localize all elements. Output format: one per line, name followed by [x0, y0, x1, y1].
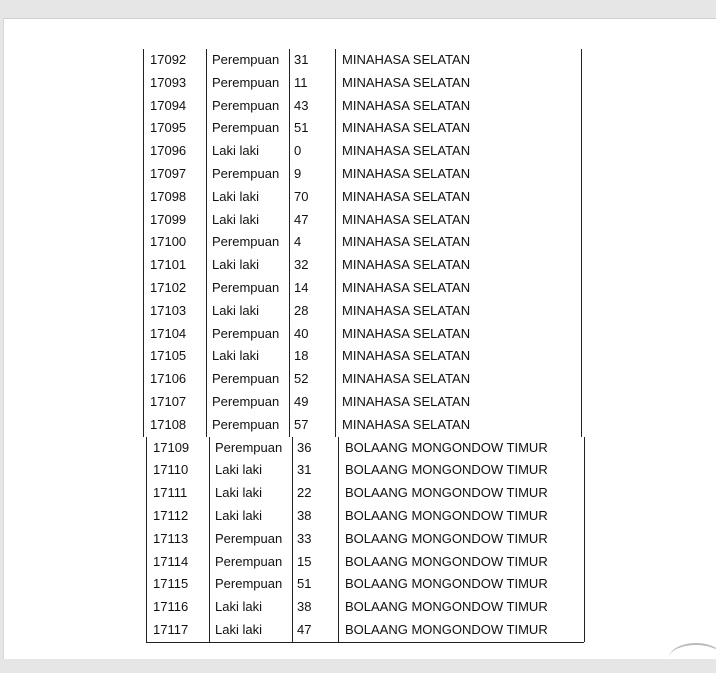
- cell-id: 17095: [150, 120, 187, 136]
- column-divider: [584, 505, 585, 528]
- cell-id: 17112: [153, 507, 189, 523]
- cell-sex: Perempuan: [212, 371, 280, 387]
- cell-sex: Perempuan: [212, 325, 280, 341]
- column-divider: [335, 140, 336, 163]
- cell-region: MINAHASA SELATAN: [342, 143, 471, 159]
- column-divider: [335, 72, 336, 95]
- column-divider: [581, 368, 582, 391]
- cell-region: MINAHASA SELATAN: [342, 120, 471, 136]
- cell-id: 17107: [150, 393, 187, 409]
- column-divider: [289, 49, 290, 72]
- column-divider: [146, 596, 147, 619]
- table-row: [140, 619, 584, 642]
- cell-sex: Perempuan: [212, 97, 280, 113]
- cell-id: 17098: [150, 188, 187, 204]
- column-divider: [289, 72, 290, 95]
- column-divider: [335, 414, 336, 437]
- table-row: [140, 459, 584, 482]
- column-divider: [338, 505, 339, 528]
- cell-sex: Laki laki: [215, 599, 262, 615]
- column-divider: [143, 72, 144, 95]
- column-divider: [143, 391, 144, 414]
- column-divider: [146, 459, 147, 482]
- cell-id: 17106: [150, 371, 187, 387]
- column-divider: [581, 414, 582, 437]
- table-row: [140, 186, 584, 209]
- cell-sex: Laki laki: [215, 462, 262, 478]
- cell-region: MINAHASA SELATAN: [342, 393, 471, 409]
- cell-sex: Perempuan: [212, 120, 280, 136]
- column-divider: [143, 95, 144, 118]
- cell-sex: Perempuan: [215, 553, 283, 569]
- cell-region: BOLAANG MONGONDOW TIMUR: [345, 621, 548, 637]
- table-row: [140, 117, 584, 140]
- column-divider: [584, 596, 585, 619]
- cell-id: 17114: [153, 553, 189, 569]
- column-divider: [146, 573, 147, 596]
- table-bottom-border: [146, 642, 584, 643]
- column-divider: [143, 368, 144, 391]
- column-divider: [292, 619, 293, 642]
- cell-sex: Laki laki: [212, 211, 259, 227]
- table-row: [140, 437, 584, 460]
- cell-age: 47: [297, 621, 312, 637]
- cell-id: 17099: [150, 211, 187, 227]
- column-divider: [581, 300, 582, 323]
- cell-region: MINAHASA SELATAN: [342, 325, 471, 341]
- column-divider: [581, 254, 582, 277]
- column-divider: [292, 437, 293, 460]
- cell-id: 17117: [153, 621, 189, 637]
- column-divider: [335, 345, 336, 368]
- table-row: [140, 209, 584, 232]
- cell-sex: Perempuan: [212, 393, 280, 409]
- column-divider: [335, 49, 336, 72]
- cell-age: 14: [294, 279, 309, 295]
- column-divider: [206, 300, 207, 323]
- column-divider: [206, 95, 207, 118]
- column-divider: [209, 596, 210, 619]
- cell-region: MINAHASA SELATAN: [342, 211, 471, 227]
- column-divider: [581, 95, 582, 118]
- column-divider: [206, 209, 207, 232]
- column-divider: [206, 391, 207, 414]
- table-row: [140, 528, 584, 551]
- column-divider: [335, 368, 336, 391]
- cell-region: MINAHASA SELATAN: [342, 416, 471, 432]
- cell-id: 17094: [150, 97, 187, 113]
- column-divider: [209, 505, 210, 528]
- column-divider: [581, 277, 582, 300]
- column-divider: [289, 300, 290, 323]
- column-divider: [206, 49, 207, 72]
- column-divider: [206, 368, 207, 391]
- column-divider: [581, 391, 582, 414]
- table-row: [140, 277, 584, 300]
- cell-id: 17108: [150, 416, 187, 432]
- column-divider: [289, 254, 290, 277]
- column-divider: [143, 277, 144, 300]
- column-divider: [289, 391, 290, 414]
- column-divider: [209, 528, 210, 551]
- column-divider: [143, 300, 144, 323]
- column-divider: [146, 551, 147, 574]
- column-divider: [338, 619, 339, 642]
- column-divider: [143, 323, 144, 346]
- cell-id: 17101: [150, 257, 187, 273]
- column-divider: [289, 186, 290, 209]
- cell-region: MINAHASA SELATAN: [342, 257, 471, 273]
- cell-region: BOLAANG MONGONDOW TIMUR: [345, 439, 548, 455]
- column-divider: [584, 551, 585, 574]
- column-divider: [338, 596, 339, 619]
- column-divider: [338, 482, 339, 505]
- column-divider: [335, 117, 336, 140]
- column-divider: [581, 323, 582, 346]
- column-divider: [581, 345, 582, 368]
- column-divider: [146, 482, 147, 505]
- column-divider: [292, 551, 293, 574]
- column-divider: [209, 551, 210, 574]
- column-divider: [206, 323, 207, 346]
- column-divider: [581, 140, 582, 163]
- table-row: [140, 368, 584, 391]
- table-row: [140, 140, 584, 163]
- column-divider: [292, 528, 293, 551]
- column-divider: [209, 619, 210, 642]
- column-divider: [581, 231, 582, 254]
- table-row: [140, 482, 584, 505]
- table-row: [140, 551, 584, 574]
- column-divider: [143, 209, 144, 232]
- table-row: [140, 345, 584, 368]
- column-divider: [289, 95, 290, 118]
- column-divider: [289, 140, 290, 163]
- column-divider: [206, 72, 207, 95]
- column-divider: [338, 551, 339, 574]
- cell-id: 17105: [150, 348, 187, 364]
- column-divider: [146, 528, 147, 551]
- column-divider: [206, 345, 207, 368]
- cell-sex: Laki laki: [215, 485, 262, 501]
- cell-region: MINAHASA SELATAN: [342, 74, 471, 90]
- document-page: [3, 18, 716, 659]
- cell-age: 32: [294, 257, 309, 273]
- column-divider: [584, 459, 585, 482]
- column-divider: [335, 186, 336, 209]
- column-divider: [206, 277, 207, 300]
- column-divider: [206, 254, 207, 277]
- table-row: [140, 414, 584, 437]
- column-divider: [289, 117, 290, 140]
- table-row: [140, 300, 584, 323]
- table-row: [140, 254, 584, 277]
- column-divider: [581, 72, 582, 95]
- cell-sex: Perempuan: [215, 439, 283, 455]
- column-divider: [143, 163, 144, 186]
- column-divider: [584, 528, 585, 551]
- column-divider: [209, 482, 210, 505]
- cell-sex: Laki laki: [215, 507, 262, 523]
- column-divider: [584, 573, 585, 596]
- table-row: [140, 163, 584, 186]
- column-divider: [146, 437, 147, 460]
- column-divider: [292, 596, 293, 619]
- table-row: [140, 391, 584, 414]
- column-divider: [289, 209, 290, 232]
- column-divider: [584, 482, 585, 505]
- column-divider: [581, 49, 582, 72]
- column-divider: [338, 573, 339, 596]
- cell-age: 15: [297, 553, 312, 569]
- column-divider: [584, 437, 585, 460]
- cell-id: 17116: [153, 599, 189, 615]
- table-row: [140, 49, 584, 72]
- cell-age: 38: [297, 599, 312, 615]
- column-divider: [146, 505, 147, 528]
- cell-region: MINAHASA SELATAN: [342, 348, 471, 364]
- cell-sex: Perempuan: [212, 74, 280, 90]
- cell-sex: Laki laki: [212, 257, 259, 273]
- column-divider: [143, 186, 144, 209]
- cell-id: 17115: [153, 576, 189, 592]
- cell-id: 17100: [150, 234, 187, 250]
- column-divider: [292, 505, 293, 528]
- column-divider: [335, 277, 336, 300]
- column-divider: [289, 163, 290, 186]
- cell-region: MINAHASA SELATAN: [342, 302, 471, 318]
- cell-id: 17113: [153, 530, 189, 546]
- cell-id: 17104: [150, 325, 187, 341]
- column-divider: [292, 459, 293, 482]
- column-divider: [292, 573, 293, 596]
- cell-id: 17103: [150, 302, 187, 318]
- column-divider: [206, 163, 207, 186]
- cell-id: 17111: [153, 485, 188, 501]
- table-row: [140, 573, 584, 596]
- table-row: [140, 72, 584, 95]
- cell-sex: Perempuan: [212, 279, 280, 295]
- column-divider: [209, 437, 210, 460]
- cell-sex: Perempuan: [212, 52, 280, 67]
- cell-region: BOLAANG MONGONDOW TIMUR: [345, 553, 548, 569]
- cell-sex: Perempuan: [212, 416, 280, 432]
- cell-sex: Laki laki: [212, 302, 259, 318]
- table-row: [140, 231, 584, 254]
- cell-age: 28: [294, 302, 309, 318]
- column-divider: [143, 345, 144, 368]
- column-divider: [581, 209, 582, 232]
- column-divider: [143, 140, 144, 163]
- column-divider: [143, 414, 144, 437]
- cell-sex: Perempuan: [215, 530, 283, 546]
- column-divider: [143, 49, 144, 72]
- cell-age: 51: [297, 576, 312, 592]
- cell-sex: Laki laki: [212, 348, 259, 364]
- cell-region: BOLAANG MONGONDOW TIMUR: [345, 485, 548, 501]
- cell-age: 40: [294, 325, 309, 341]
- column-divider: [289, 231, 290, 254]
- cell-age: 31: [294, 52, 309, 67]
- table-row: [140, 505, 584, 528]
- cell-age: 31: [297, 462, 312, 478]
- cell-region: BOLAANG MONGONDOW TIMUR: [345, 462, 548, 478]
- cell-id: 17110: [153, 462, 189, 478]
- column-divider: [335, 323, 336, 346]
- cell-region: MINAHASA SELATAN: [342, 371, 471, 387]
- column-divider: [292, 482, 293, 505]
- column-divider: [289, 368, 290, 391]
- cell-region: MINAHASA SELATAN: [342, 165, 471, 181]
- cell-age: 36: [297, 439, 312, 455]
- column-divider: [143, 117, 144, 140]
- column-divider: [206, 231, 207, 254]
- table-row: [140, 323, 584, 346]
- cell-age: 18: [294, 348, 309, 364]
- column-divider: [335, 231, 336, 254]
- cell-age: 49: [294, 393, 309, 409]
- column-divider: [143, 254, 144, 277]
- column-divider: [335, 300, 336, 323]
- cell-region: BOLAANG MONGONDOW TIMUR: [345, 599, 548, 615]
- column-divider: [209, 573, 210, 596]
- column-divider: [289, 277, 290, 300]
- column-divider: [581, 163, 582, 186]
- cell-sex: Laki laki: [215, 621, 262, 637]
- column-divider: [335, 95, 336, 118]
- column-divider: [335, 163, 336, 186]
- table-row: [140, 95, 584, 118]
- column-divider: [581, 117, 582, 140]
- column-divider: [289, 345, 290, 368]
- column-divider: [206, 414, 207, 437]
- cell-sex: Laki laki: [212, 143, 259, 159]
- cell-sex: Perempuan: [215, 576, 283, 592]
- column-divider: [338, 437, 339, 460]
- cell-age: 52: [294, 371, 309, 387]
- column-divider: [206, 186, 207, 209]
- column-divider: [335, 391, 336, 414]
- cell-id: 17093: [150, 74, 187, 90]
- cell-region: BOLAANG MONGONDOW TIMUR: [345, 576, 548, 592]
- column-divider: [289, 414, 290, 437]
- column-divider: [289, 323, 290, 346]
- column-divider: [206, 117, 207, 140]
- cell-region: MINAHASA SELATAN: [342, 188, 471, 204]
- cell-age: 4: [294, 234, 302, 250]
- cell-region: MINAHASA SELATAN: [342, 279, 471, 295]
- data-table: [140, 49, 584, 642]
- cell-age: 11: [294, 74, 308, 90]
- cell-age: 51: [294, 120, 309, 136]
- cell-age: 47: [294, 211, 309, 227]
- cell-id: 17092: [150, 52, 187, 67]
- cell-age: 33: [297, 530, 312, 546]
- cell-id: 17097: [150, 165, 187, 181]
- cell-id: 17096: [150, 143, 187, 159]
- cell-age: 22: [297, 485, 312, 501]
- cell-age: 0: [294, 143, 302, 159]
- column-divider: [338, 459, 339, 482]
- column-divider: [146, 619, 147, 642]
- cell-region: MINAHASA SELATAN: [342, 97, 471, 113]
- cell-age: 43: [294, 97, 309, 113]
- column-divider: [338, 528, 339, 551]
- cell-sex: Laki laki: [212, 188, 259, 204]
- column-divider: [335, 209, 336, 232]
- column-divider: [206, 140, 207, 163]
- column-divider: [584, 619, 585, 642]
- cell-age: 57: [294, 416, 309, 432]
- column-divider: [581, 186, 582, 209]
- cell-id: 17109: [153, 439, 190, 455]
- cell-region: BOLAANG MONGONDOW TIMUR: [345, 507, 548, 523]
- cell-region: MINAHASA SELATAN: [342, 234, 471, 250]
- cell-age: 9: [294, 165, 302, 181]
- cell-sex: Perempuan: [212, 234, 280, 250]
- column-divider: [209, 459, 210, 482]
- column-divider: [335, 254, 336, 277]
- cell-age: 38: [297, 507, 312, 523]
- cell-sex: Perempuan: [212, 165, 280, 181]
- cell-age: 70: [294, 188, 309, 204]
- cell-region: MINAHASA SELATAN: [342, 52, 471, 67]
- table-row: [140, 596, 584, 619]
- cell-id: 17102: [150, 279, 187, 295]
- column-divider: [143, 231, 144, 254]
- scroll-corner-indicator: [669, 643, 716, 673]
- cell-region: BOLAANG MONGONDOW TIMUR: [345, 530, 548, 546]
